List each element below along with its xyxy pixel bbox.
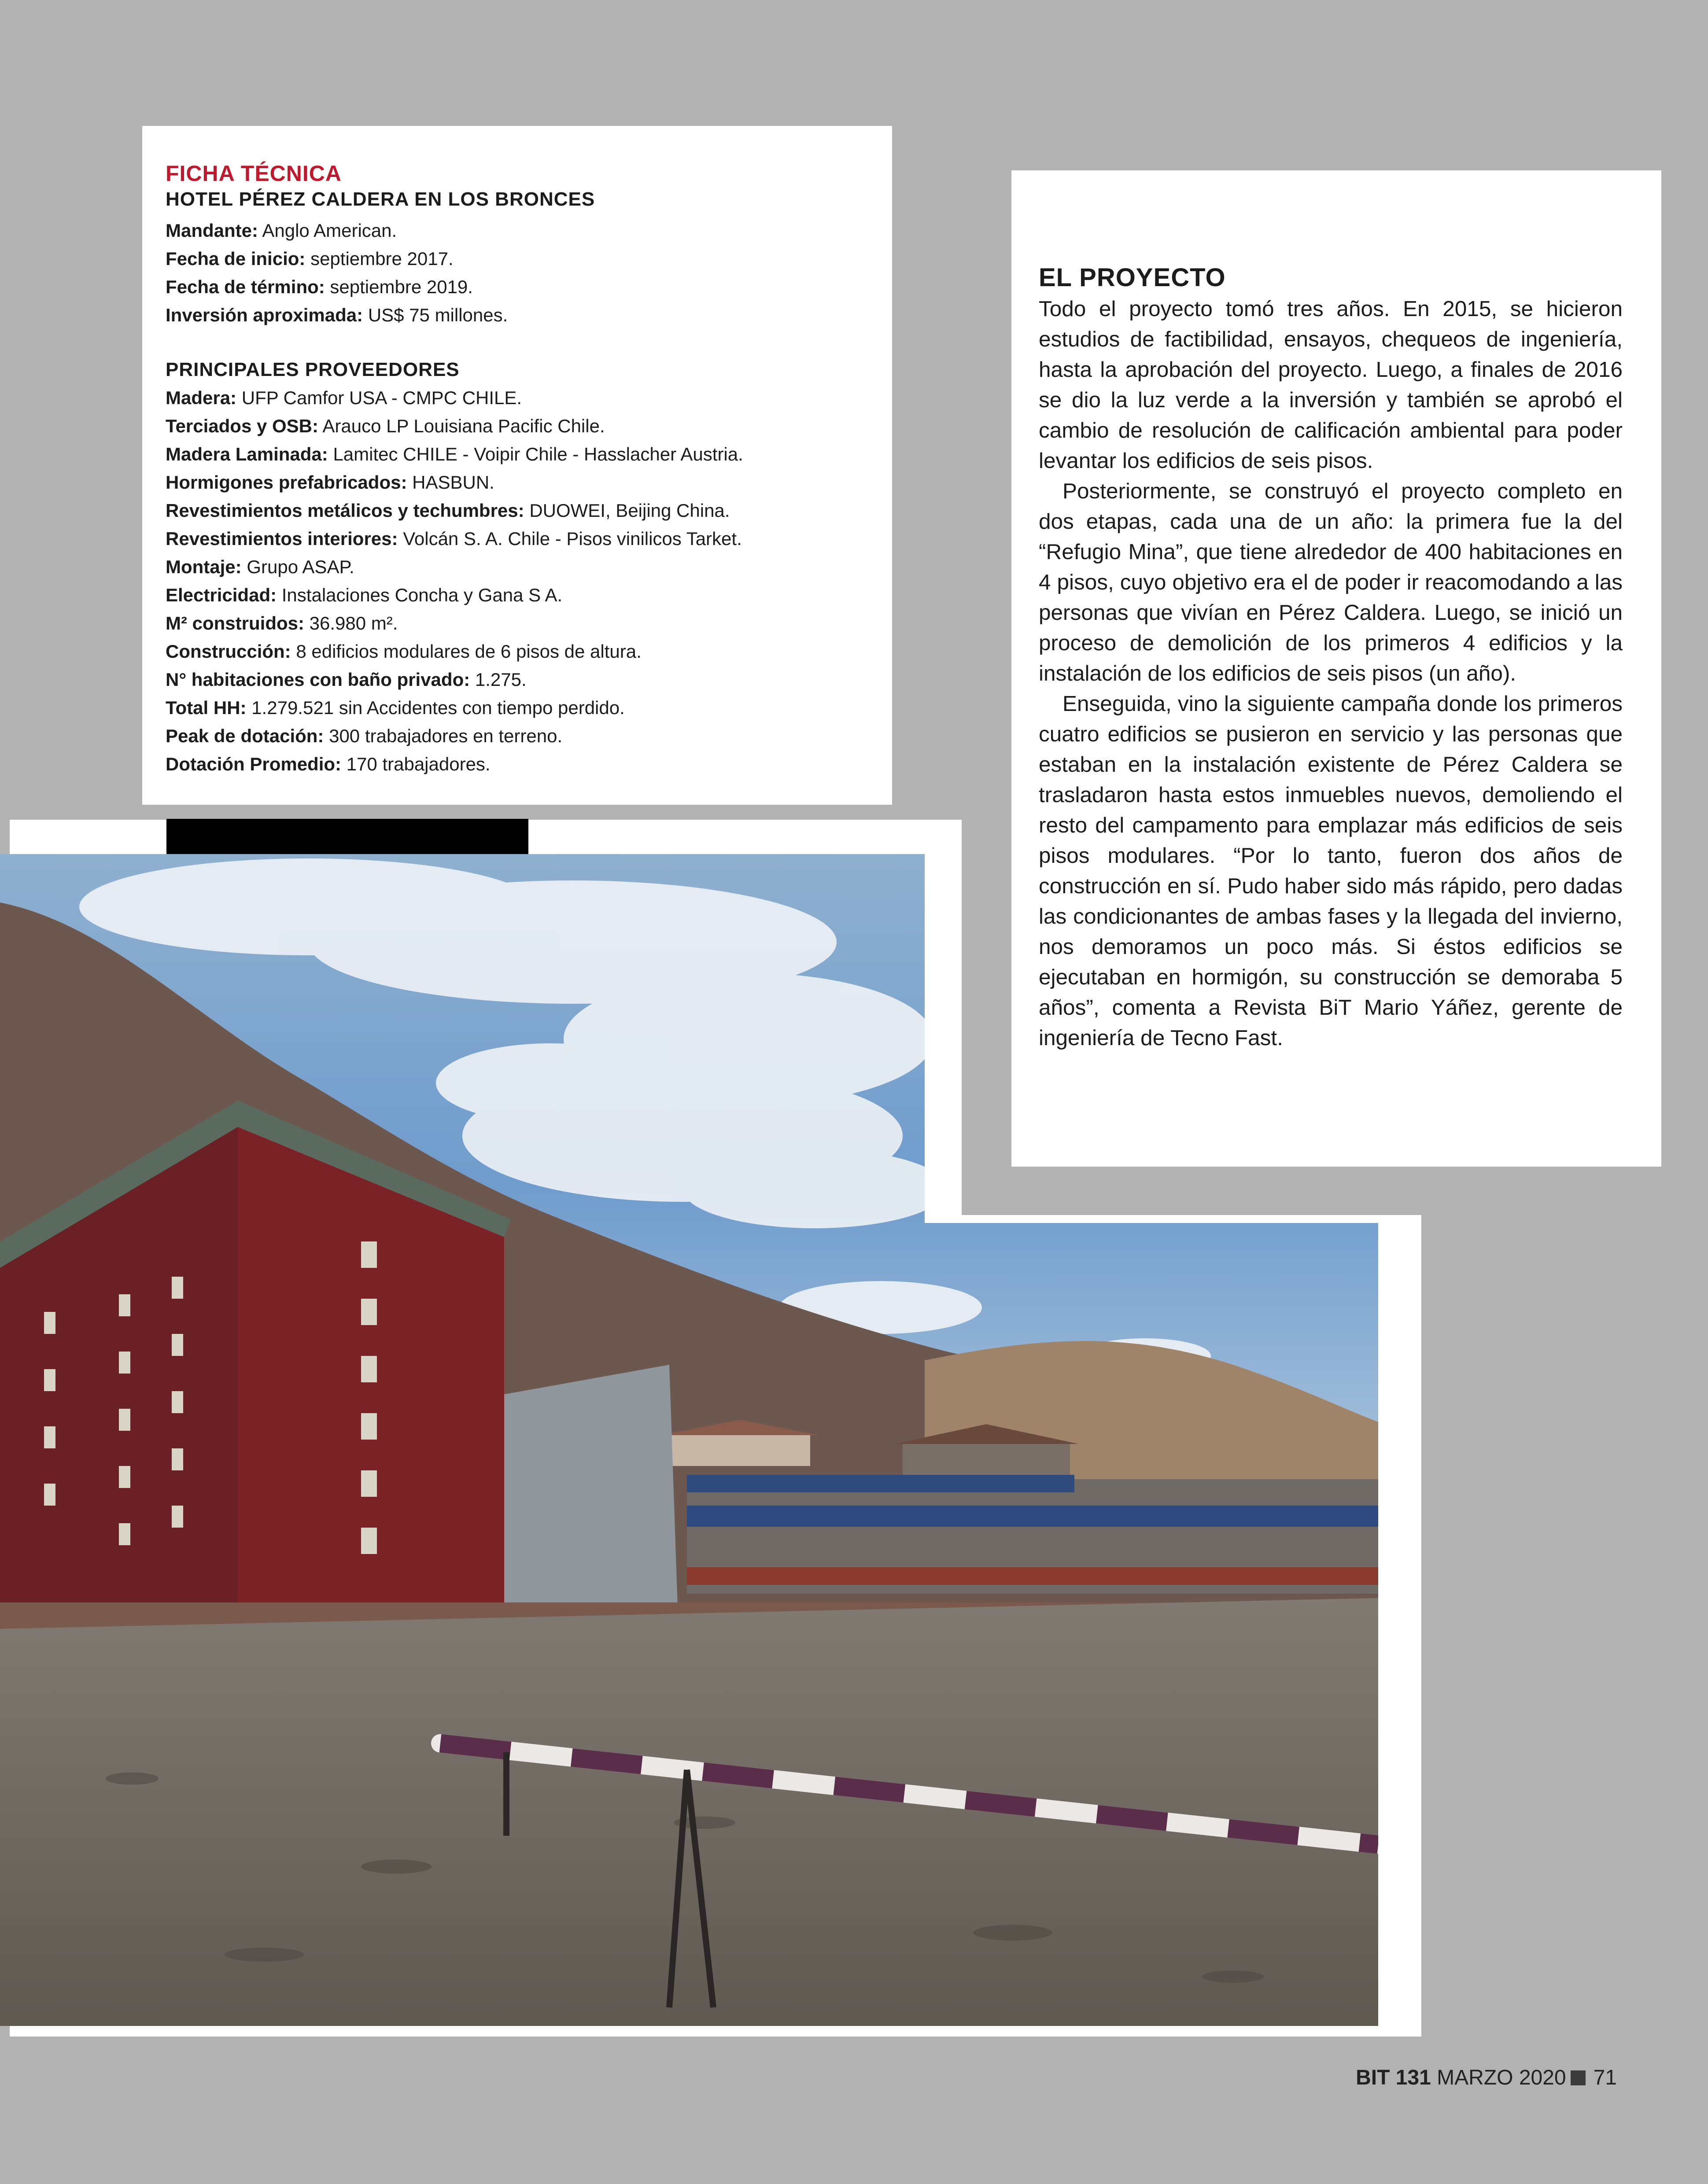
article-paragraph: Posteriormente, se construyó el proyecto completo en dos etapas, cada una de un año: la primera fue la del “Refugio Mina”, que tiene alrededor de 400 habitaciones en 4 pisos, cuyo objetivo era el de poder ir reacomodando a las personas que vivían en Pérez Caldera. Luego, se inició un proceso de demolición de los primeros 4 edificios y la instalación de los edificios de seis pisos (un año).: [1039, 479, 1623, 685]
magazine-issue: BIT 131: [1356, 2066, 1431, 2089]
supplier-row: N° habitaciones con baño privado: 1.275.: [166, 669, 527, 690]
supplier-row: Madera: UFP Camfor USA - CMPC CHILE.: [166, 387, 522, 408]
supplier-row: Madera Laminada: Lamitec CHILE - Voipir Chile - Hasslacher Austria.: [166, 444, 743, 464]
caption-bar: [166, 819, 528, 854]
supplier-row: Peak de dotación: 300 trabajadores en terreno.: [166, 726, 563, 746]
page-number: 71: [1593, 2066, 1617, 2089]
issue-date: MARZO 2020: [1437, 2066, 1566, 2089]
page-footer: [1356, 2065, 1617, 2091]
ficha-kicker: FICHA TÉCNICA: [166, 161, 342, 186]
supplier-row: Revestimientos metálicos y techumbres: DUOWEI, Beijing China.: [166, 500, 730, 521]
long-buildings: [687, 1475, 1378, 1594]
square-icon: [1571, 2070, 1586, 2085]
proyecto-heading: EL PROYECTO: [1039, 263, 1226, 292]
metal-panels: [498, 1365, 678, 1629]
article-paragraph: Todo el proyecto tomó tres años. En 2015, se hicieron estudios de factibilidad, ensayos, chequeos de ingeniería, hasta la aprobación del proyecto. Luego, a finales de 2016 se dio la luz verde a la inversión y también se aprobó el cambio de resolución de calificación ambiental para poder levantar los edificios de seis pisos.: [1039, 297, 1623, 473]
ficha-row: Inversión aproximada: US$ 75 millones.: [166, 305, 508, 325]
supplier-row: Dotación Promedio: 170 trabajadores.: [166, 754, 491, 774]
suppliers-heading: PRINCIPALES PROVEEDORES: [166, 359, 460, 380]
hotel-photo: [0, 854, 1378, 2026]
ficha-row: Mandante: Anglo American.: [166, 220, 397, 241]
ficha-row: Fecha de inicio: septiembre 2017.: [166, 248, 454, 269]
ficha-title: HOTEL PÉREZ CALDERA EN LOS BRONCES: [166, 188, 595, 210]
supplier-row: M² construidos: 36.980 m².: [166, 613, 398, 633]
supplier-row: Revestimientos interiores: Volcán S. A. Chile - Pisos vinilicos Tarket.: [166, 528, 742, 549]
ficha-tecnica-box: [142, 126, 892, 805]
supplier-row: Electricidad: Instalaciones Concha y Gana S A.: [166, 585, 563, 605]
supplier-row: Terciados y OSB: Arauco LP Louisiana Pacific Chile.: [166, 416, 605, 436]
article-paragraph: Enseguida, vino la siguiente campaña donde los primeros cuatro edificios se pusieron en servicio y las personas que estaban en la instalación existente de Pérez Caldera se trasladaron hasta estos inmuebles nuevos, demoliendo el resto del campamento para emplazar más edificios de seis pisos modulares. “Por lo tanto, fueron dos años de construcción en sí. Pudo haber sido más rápido, pero dadas las condicionantes de ambas fases y la llegada del invierno, nos demoramos un poco más. Si éstos edificios se ejecutaban en hormigón, su construcción se demoraba 5 años”, comenta a Revista BiT Mario Yáñez, gerente de ingeniería de Tecno Fast.: [1039, 692, 1623, 1050]
supplier-row: Total HH: 1.279.521 sin Accidentes con tiempo perdido.: [166, 697, 625, 718]
supplier-row: Hormigones prefabricados: HASBUN.: [166, 472, 494, 493]
ficha-row: Fecha de término: septiembre 2019.: [166, 276, 473, 297]
supplier-row: Construcción: 8 edificios modulares de 6 pisos de altura.: [166, 641, 642, 662]
supplier-row: Montaje: Grupo ASAP.: [166, 556, 354, 577]
